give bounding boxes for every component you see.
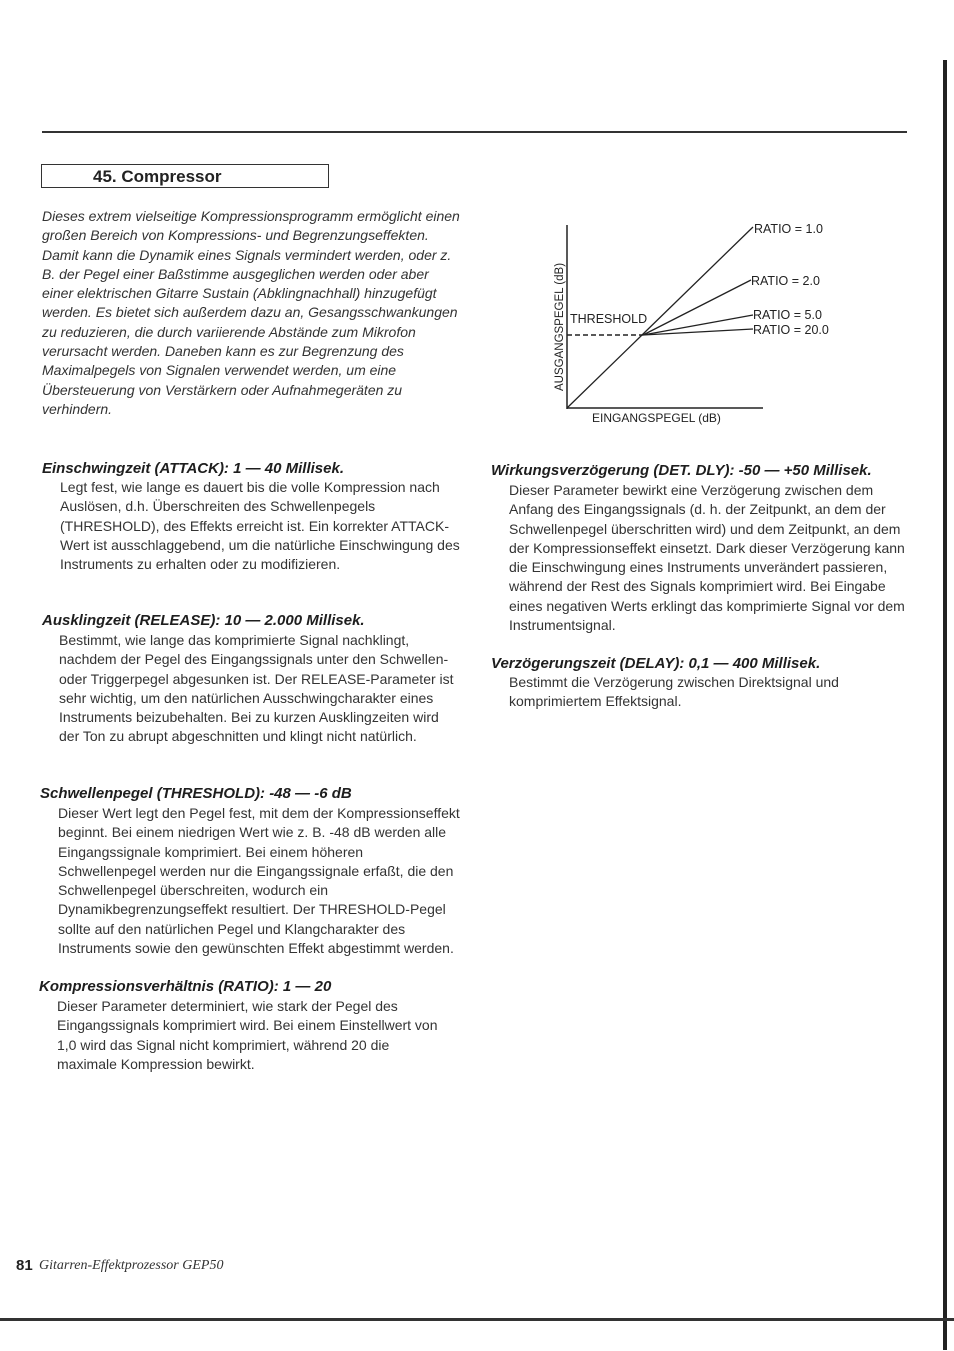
ratio-body: Dieser Parameter determiniert, wie stark der Pegel des Eingangssignals komprimiert wird. Bei einem Einstellwert von 1,0 wird das Signal nicht komprimiert, während 20 die maximale Kompression bewirkt.: [57, 998, 438, 1072]
det-dly-body: Dieser Parameter bewirkt eine Verzögerung zwischen dem Anfang des Eingangssignals (d. h. der Zeitpunkt, an dem der Schwellenpegel überschritten wird) und dem Zeitpunkt, an dem der Kompressionseffekt einsetzt. Dark dieser Verzögerung kann die Einschwingung eines Instruments unverändert passieren, während der Rest des Signals komprimiert wird. Bei Eingabe eines negativen Werts erklingt das komprimierte Signal vor dem Instrumentsignal.: [509, 482, 905, 634]
x-axis-label: EINGANGSPEGEL (dB): [592, 411, 721, 425]
ratio-20-label: RATIO = 20.0: [753, 323, 829, 337]
page-edge: [943, 60, 947, 1350]
section-title-box: [41, 164, 329, 188]
top-rule: [42, 131, 907, 133]
ratio-5-label: RATIO = 5.0: [753, 308, 822, 322]
ratio-1-label: RATIO = 1.0: [754, 222, 823, 236]
delay-body: Bestimmt die Verzögerung zwischen Direktsignal und komprimiertem Effektsignal.: [509, 674, 839, 710]
det-dly-heading: Wirkungsverzögerung (DET. DLY): -50 — +50 Millisek.: [491, 462, 872, 479]
attack-body: Legt fest, wie lange es dauert bis die volle Kompression nach Auslösen, d.h. Überschreiten des Schwellenpegels (THRESHOLD), des Effekts erreicht ist. Ein korrekter ATTACK-Wert ist ausschlaggebend, um die natürliche Einschwingung des Instruments zu erhalten oder zu modifizieren.: [60, 479, 460, 573]
release-heading: Ausklingzeit (RELEASE): 10 — 2.000 Millisek.: [42, 612, 365, 629]
section-title: 45. Compressor: [93, 167, 222, 186]
compressor-diagram: [545, 215, 865, 430]
bottom-rule: [0, 1318, 954, 1321]
threshold-label: THRESHOLD: [570, 312, 648, 326]
threshold-body: Dieser Wert legt den Pegel fest, mit dem der Kompressionseffekt beginnt. Bei einem niedrigen Wert wie z. B. -48 dB werden alle Eingangssignale komprimiert. Bei einem höheren Schwellenpegel werden nur die Eingangssignale erfaßt, die den Schwellenpegel überschreiten, wodurch ein Dynamikbegrenzungseffekt resultiert. Der THRESHOLD-Pegel sollte auf den natürlichen Pegel und Klangcharakter des Instruments sowie den gewünschten Effekt abgestimmt werden.: [58, 805, 460, 957]
delay-heading: Verzögerungszeit (DELAY): 0,1 — 400 Millisek.: [491, 655, 821, 672]
ratio-2-label: RATIO = 2.0: [751, 274, 820, 288]
ratio-heading: Kompressionsverhältnis (RATIO): 1 — 20: [39, 978, 332, 995]
intro-paragraph: Dieses extrem vielseitige Kompressionsprogramm ermöglicht einen großen Bereich von Kompressions- und Begrenzungseffekten. Damit kann die Dynamik eines Signals vermindert werden, oder z. B. der Pegel einer Baßstimme ausgeglichen werden oder aber einer elektrischen Gitarre Sustain (Abklingnachhall) hinzugefügt werden. Es bietet sich außerdem dazu an, Gesangsschwankungen zu reduzieren, die durch variierende Abstände zum Mikrofon verursacht werden. Daneben kann es zur Begrenzung des Maximalpegels von Signalen verwendet werden, um eine Übersteuerung von Verstärkern oder Aufnahmegeräten zu verhindern.: [42, 208, 460, 417]
release-body: Bestimmt, wie lange das komprimierte Signal nachklingt, nachdem der Pegel des Eingangssignals unter den Schwellen- oder Triggerpegel abgesunken ist. Der RELEASE-Parameter ist sehr wichtig, um den natürlichen Ausschwingcharakter eines Instruments beizubehalten. Bei zu kurzen Ausklingzeiten wird der Ton zu abrupt abgeschnitten und klingt nicht natürlich.: [59, 632, 454, 745]
threshold-heading: Schwellenpegel (THRESHOLD): -48 — -6 dB: [40, 785, 352, 802]
y-axis-label: AUSGANGSPEGEL (dB): [554, 262, 566, 391]
ratio-2-line: [643, 280, 751, 335]
footer-title: Gitarren-Effektprozessor GEP50: [39, 1258, 224, 1273]
attack-heading: Einschwingzeit (ATTACK): 1 — 40 Millisek.: [42, 460, 344, 477]
page-number: 81: [16, 1257, 33, 1274]
